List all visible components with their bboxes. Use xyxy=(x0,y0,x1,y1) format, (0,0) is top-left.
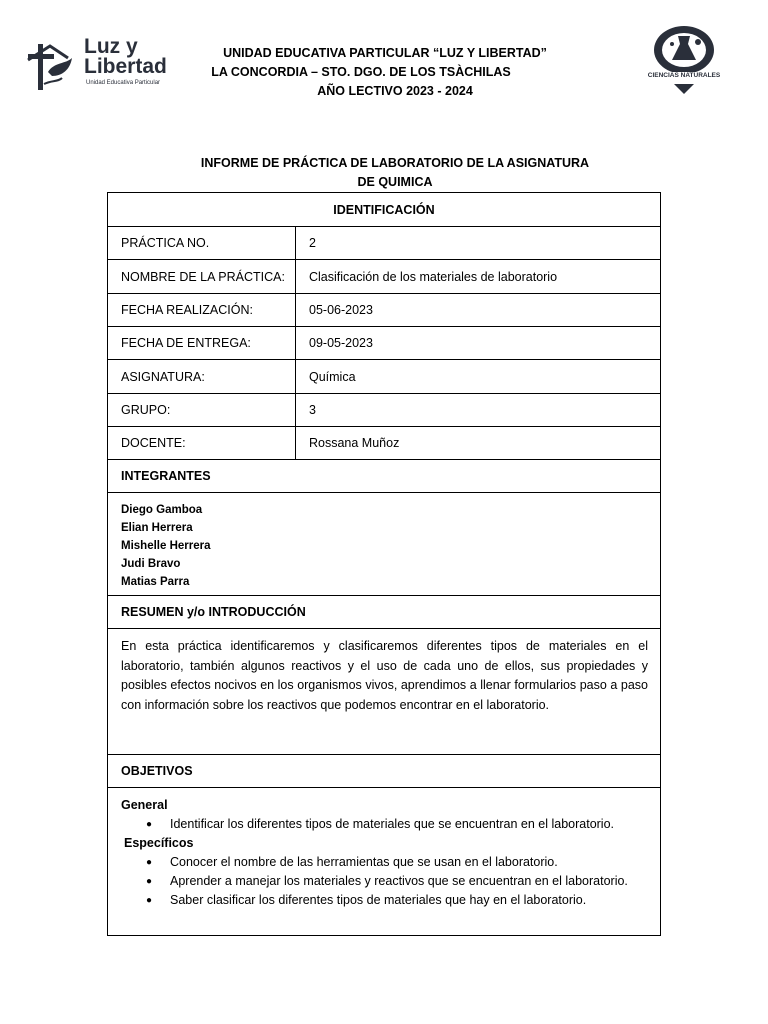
field-value: 2 xyxy=(309,236,316,250)
report-title-line1: INFORME DE PRÁCTICA DE LABORATORIO DE LA ASIGNATURA xyxy=(200,156,590,170)
field-label: NOMBRE DE LA PRÁCTICA: xyxy=(108,260,296,293)
bullet-icon: ● xyxy=(146,895,153,906)
report-title xyxy=(160,154,630,192)
table-row xyxy=(108,294,660,327)
logo-text-line2: Libertad xyxy=(84,55,167,78)
school-name: UNIDAD EDUCATIVA PARTICULAR “LUZ Y LIBERTAD” xyxy=(223,46,547,60)
summary-heading: RESUMEN y/o INTRODUCCIÓN xyxy=(121,605,306,619)
field-value: 3 xyxy=(309,403,316,417)
list-item xyxy=(121,853,648,872)
table-row xyxy=(108,327,660,360)
objective-text: Identificar los diferentes tipos de materiales que se encuentran en el laboratorio. xyxy=(170,817,615,831)
logo-text-line1: Luz y xyxy=(84,35,138,58)
bullet-icon: ● xyxy=(146,876,153,887)
seal-label: CIENCIAS NATURALES xyxy=(638,72,730,79)
field-label: GRUPO: xyxy=(108,394,296,426)
field-label: DOCENTE: xyxy=(108,427,296,459)
objective-text: Saber clasificar los diferentes tipos de materiales que hay en el laboratorio. xyxy=(170,893,587,907)
general-list xyxy=(121,815,648,834)
bullet-icon: ● xyxy=(146,819,153,830)
school-header xyxy=(190,44,580,101)
objectives-heading: OBJETIVOS xyxy=(121,764,193,778)
field-label: PRÁCTICA NO. xyxy=(108,227,296,259)
objective-text: Aprender a manejar los materiales y reactivos que se encuentran en el laboratorio. xyxy=(170,874,628,888)
summary-text: En esta práctica identificaremos y clasificaremos diferentes tipos de materiales en el laboratorio, también algunos reactivos y el uso de cada uno de ellos, sus propiedades y posibles efectos nocivos en los organismos vivos, aprendimos a llenar formularios paso a paso con información sobre los reactivos que podemos encontrar en el laboratorio. xyxy=(108,629,660,755)
list-item: Diego Gamboa xyxy=(121,504,203,516)
field-label: ASIGNATURA: xyxy=(108,360,296,393)
field-label: FECHA REALIZACIÓN: xyxy=(108,294,296,326)
table-row xyxy=(108,394,660,427)
general-label: General xyxy=(121,798,168,812)
list-item: Matias Parra xyxy=(121,576,190,588)
identification-heading: IDENTIFICACIÓN xyxy=(333,202,435,217)
specific-list xyxy=(121,853,648,910)
list-item: Mishelle Herrera xyxy=(121,540,211,552)
table-row xyxy=(108,427,660,460)
members-list xyxy=(108,493,660,596)
list-item: Elian Herrera xyxy=(121,522,193,534)
flask-seal-icon xyxy=(638,22,730,96)
objective-text: Conocer el nombre de las herramientas que se usan en el laboratorio. xyxy=(170,855,558,869)
specific-label: Específicos xyxy=(124,836,194,850)
natural-sciences-logo xyxy=(638,22,730,96)
field-value: Clasificación de los materiales de laboratorio xyxy=(309,269,558,284)
field-value: Rossana Muñoz xyxy=(309,436,400,450)
summary-heading-row xyxy=(108,596,660,629)
objectives-heading-row xyxy=(108,755,660,788)
table-row xyxy=(108,360,660,394)
field-value: Química xyxy=(309,369,356,384)
field-value: 05-06-2023 xyxy=(309,303,373,317)
members-heading-row xyxy=(108,460,660,493)
objectives-body xyxy=(108,788,660,910)
field-label: FECHA DE ENTREGA: xyxy=(108,327,296,359)
list-item xyxy=(121,891,648,910)
field-value: 09-05-2023 xyxy=(309,336,373,350)
list-item xyxy=(121,815,648,834)
report-title-line2: DE QUIMICA xyxy=(357,175,433,189)
list-item: Judi Bravo xyxy=(121,558,181,570)
table-row xyxy=(108,227,660,260)
report-sheet xyxy=(107,192,661,936)
identification-heading-row xyxy=(108,193,660,227)
school-year: AÑO LECTIVO 2023 - 2024 xyxy=(317,84,473,98)
school-location: LA CONCORDIA – STO. DGO. DE LOS TSÀCHILAS xyxy=(211,65,511,79)
bullet-icon: ● xyxy=(146,857,153,868)
list-item xyxy=(121,872,648,891)
members-heading: INTEGRANTES xyxy=(121,469,211,483)
logo-subtitle: Unidad Educativa Particular xyxy=(86,80,161,86)
table-row xyxy=(108,260,660,294)
